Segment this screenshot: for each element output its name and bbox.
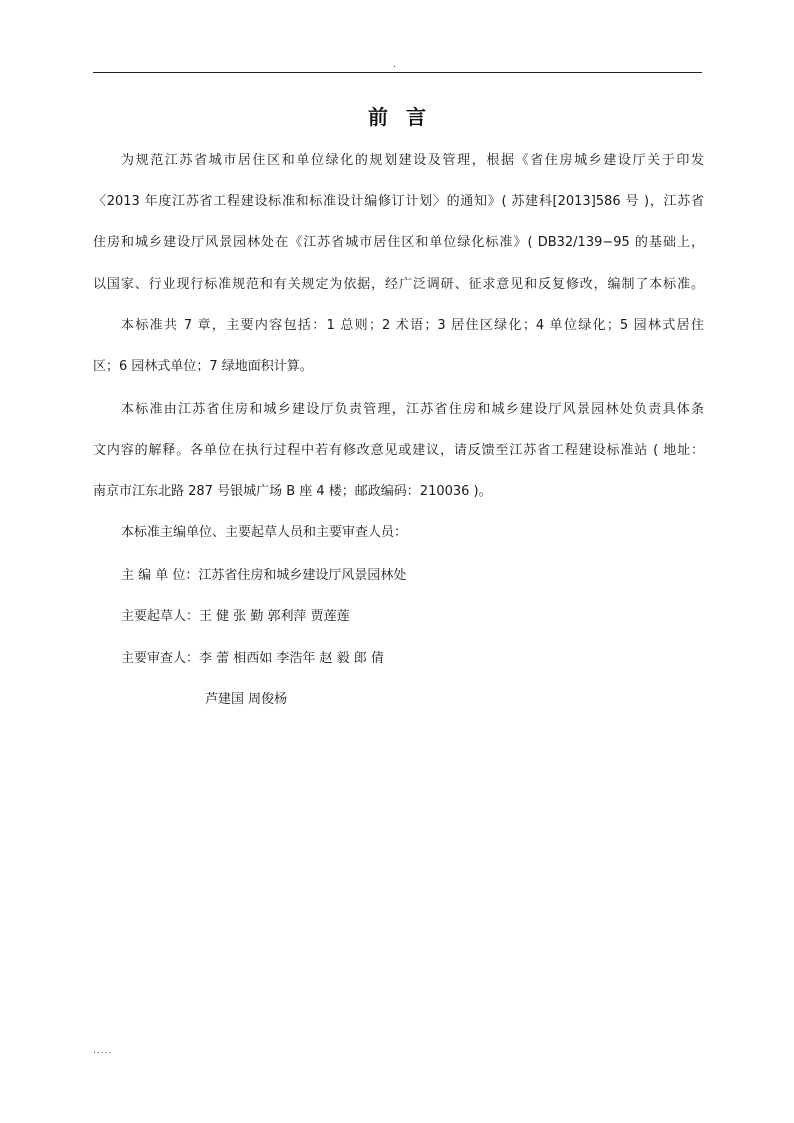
paragraph-1-line-2: 〈2013 年度江苏省工程建设标准和标准设计编修订计划〉的通知》( 苏建科[2013]586 号 )，江苏省 xyxy=(93,194,704,209)
paragraph-1-line-3: 住房和城乡建设厅风景园林处在《江苏省城市居住区和单位绿化标准》( DB32/139−95 的基础上， xyxy=(93,235,704,250)
footer-mark: ..... xyxy=(93,1046,113,1056)
header-rule xyxy=(93,72,702,73)
paragraph-3-line-2: 文内容的解释。各单位在执行过程中若有修改意见或建议，请反馈至江苏省工程建设标准站 ( 地址： xyxy=(93,443,704,458)
editor-unit: 主 编 单 位：江苏省住房和城乡建设厅风景园林处 xyxy=(121,568,407,583)
paragraph-3-line-1: 本标准由江苏省住房和城乡建设厅负责管理，江苏省住房和城乡建设厅风景园林处负责具体条 xyxy=(121,402,704,417)
paragraph-1-line-4: 以国家、行业现行标准规范和有关规定为依据，经广泛调研、征求意见和反复修改，编制了本标准。 xyxy=(93,277,704,292)
paragraph-4: 本标准主编单位、主要起草人员和主要审查人员： xyxy=(121,525,408,540)
paragraph-1-line-1: 为规范江苏省城市居住区和单位绿化的规划建设及管理，根据《省住房城乡建设厅关于印发 xyxy=(121,153,704,168)
paragraph-3-line-3: 南京市江东北路 287 号银城广场 B 座 4 楼；邮政编码：210036 )。 xyxy=(93,484,492,499)
main-drafters: 主要起草人：王 健 张 勤 郭利萍 贾莲莲 xyxy=(121,609,350,624)
main-reviewers-continued: 芦建国 周俊杨 xyxy=(205,692,288,707)
page-title: 前言 xyxy=(368,105,444,129)
header-mark: . xyxy=(393,60,396,70)
main-reviewers: 主要审查人：李 蕾 相西如 李浩年 赵 毅 郎 倩 xyxy=(121,651,384,666)
paragraph-2-line-2: 区；6 园林式单位；7 绿地面积计算。 xyxy=(93,359,313,374)
paragraph-2-line-1: 本标准共 7 章，主要内容包括：1 总则；2 术语；3 居住区绿化；4 单位绿化；5 园林式居住 xyxy=(121,318,704,333)
